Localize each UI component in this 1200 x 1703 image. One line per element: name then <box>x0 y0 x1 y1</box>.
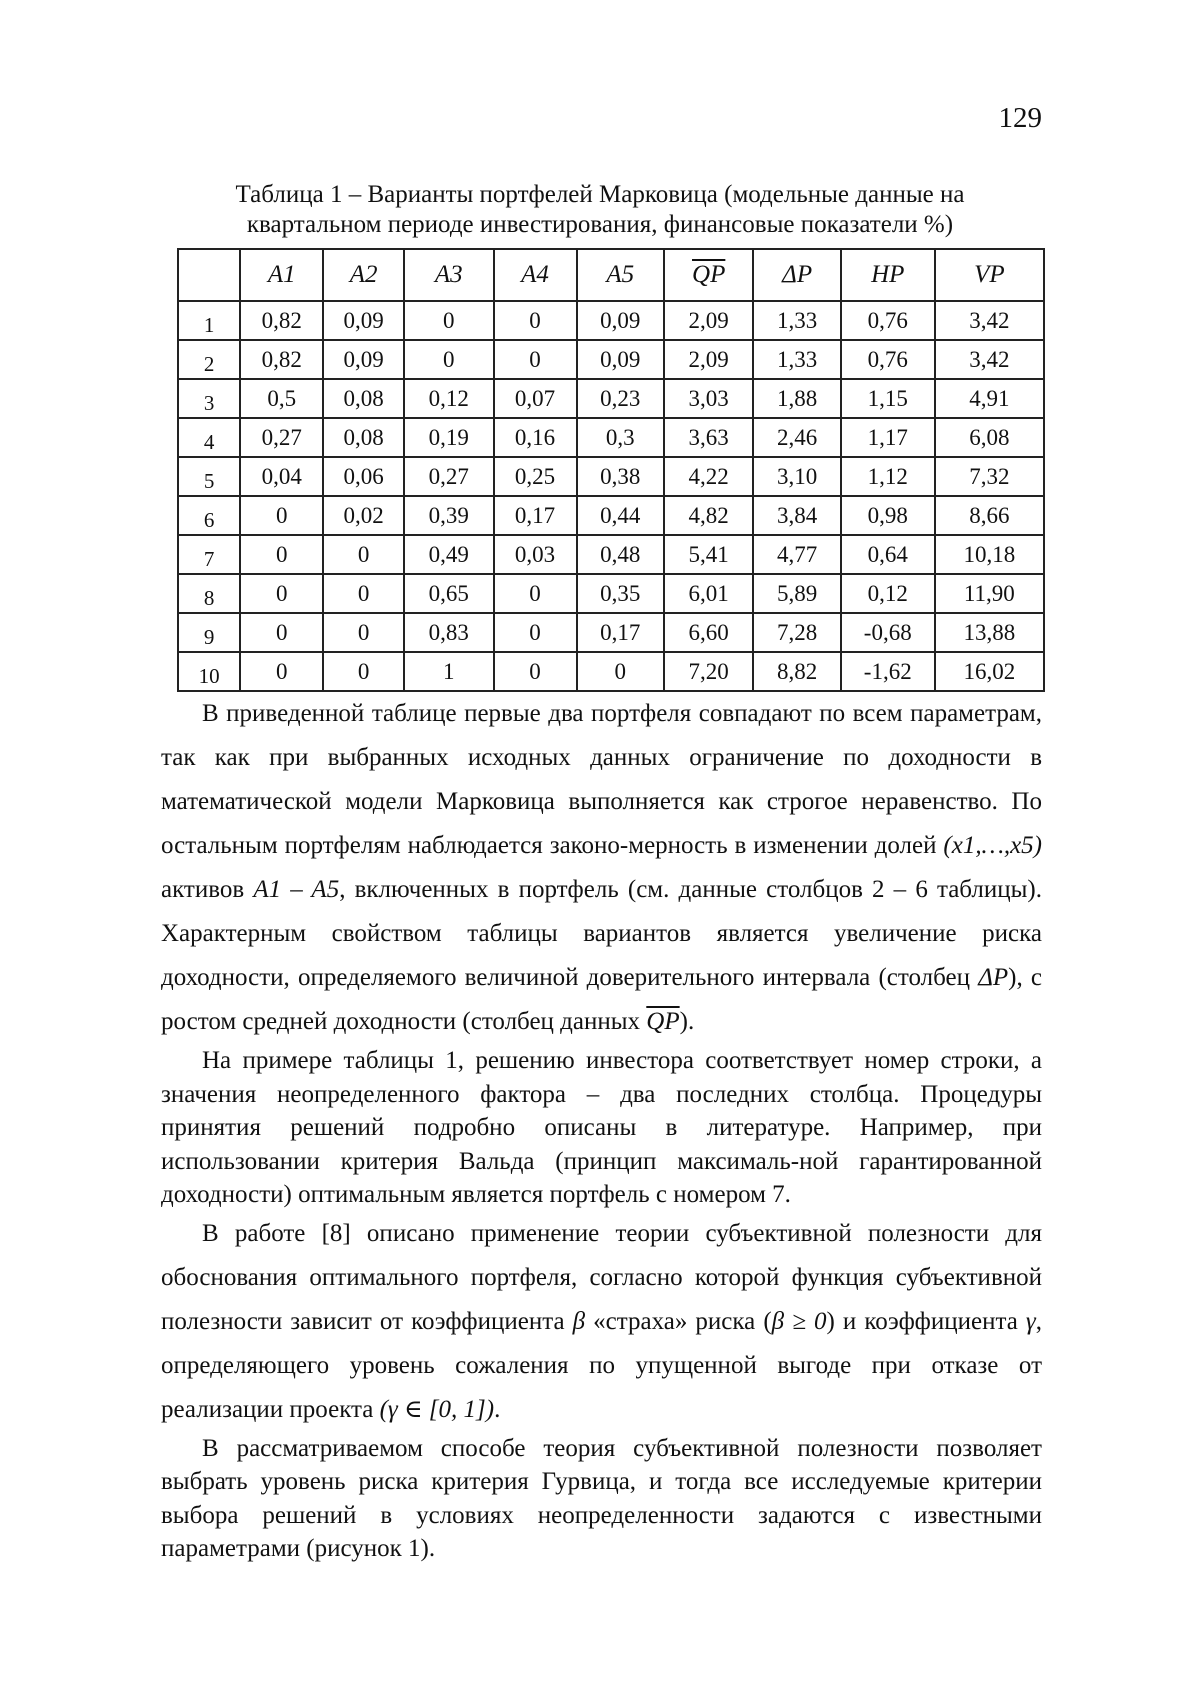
paragraph-1 <box>161 692 1042 1044</box>
table-cell: 0,82 <box>240 340 323 379</box>
gamma-symbol: γ <box>1026 1308 1036 1335</box>
q-p-formula: QP <box>646 1008 679 1035</box>
table-cell: 0 <box>494 613 577 652</box>
p1-text-2: активов <box>161 876 253 903</box>
shares-formula: (x1,…,x5) <box>943 832 1042 859</box>
table-cell: -0,68 <box>841 613 935 652</box>
table-cell: 4,82 <box>664 496 754 535</box>
table-cell: 0,27 <box>240 418 323 457</box>
table-row <box>178 457 1044 496</box>
table-cell: 3,84 <box>753 496 840 535</box>
gamma-condition: (γ ∈ [0, 1]) <box>380 1396 494 1423</box>
table-cell: 0 <box>577 652 664 691</box>
table-cell: 0,25 <box>494 457 577 496</box>
table-header-row <box>178 249 1044 301</box>
table-cell: 0 <box>494 301 577 340</box>
table-cell: 0,08 <box>323 418 404 457</box>
p1-text-3: , включенных в портфель (см. данные столбцов 2 – 6 таблицы). Характерным свойством таблицы вариантов является увеличение риска доходности, определяемого величиной доверительного интервала (столбец <box>161 876 1042 991</box>
table-cell: 3,42 <box>935 340 1044 379</box>
table-cell: 1,33 <box>753 301 840 340</box>
table-cell: 8,82 <box>753 652 840 691</box>
table-cell: 7,32 <box>935 457 1044 496</box>
page-number: 129 <box>999 102 1043 135</box>
table-cell: 0,44 <box>577 496 664 535</box>
table-cell: 1,17 <box>841 418 935 457</box>
beta-symbol: β <box>573 1308 585 1335</box>
row-number-cell: 2 <box>178 340 240 379</box>
row-number-cell: 7 <box>178 535 240 574</box>
table-cell: 0,82 <box>240 301 323 340</box>
table-cell: 5,89 <box>753 574 840 613</box>
table-cell: 1,12 <box>841 457 935 496</box>
table-cell: 0,17 <box>577 613 664 652</box>
row-number-cell: 10 <box>178 652 240 691</box>
table-row <box>178 418 1044 457</box>
table-body <box>178 301 1044 691</box>
header-cell: VP <box>935 249 1044 301</box>
p3-text-1: В работе [8] описано применение теории субъективной полезности для обоснования оптимального портфеля, согласно которой функция субъективной полезности зависит от коэффициента <box>161 1220 1042 1335</box>
table-cell: 1,33 <box>753 340 840 379</box>
table-cell: 0 <box>494 652 577 691</box>
p1-text-4: ), с ростом средней доходности (столбец данных <box>161 964 1042 1035</box>
table-cell: 2,09 <box>664 301 754 340</box>
table-cell: 6,60 <box>664 613 754 652</box>
table-cell: 10,18 <box>935 535 1044 574</box>
table-cell: 0 <box>323 574 404 613</box>
table-cell: 3,42 <box>935 301 1044 340</box>
table-cell: 3,63 <box>664 418 754 457</box>
table-cell: 0 <box>494 340 577 379</box>
header-cell: A4 <box>494 249 577 301</box>
table-cell: 0 <box>323 652 404 691</box>
p3-text-5: . <box>494 1396 500 1423</box>
table-cell: 0 <box>404 301 494 340</box>
p1-text-1: В приведенной таблице первые два портфеля совпадают по всем параметрам, так как при выбранных исходных данных ограничение по доходности в математической модели Марковица выполняется как строгое неравенство. По остальным портфелям наблюдается законо-мерность в изменении долей <box>161 700 1042 859</box>
table-cell: 1 <box>404 652 494 691</box>
header-cell: A5 <box>577 249 664 301</box>
table-cell: 0,09 <box>323 301 404 340</box>
table-cell: 3,03 <box>664 379 754 418</box>
table-row <box>178 301 1044 340</box>
table-cell: 6,01 <box>664 574 754 613</box>
table-cell: 0,3 <box>577 418 664 457</box>
table-row <box>178 535 1044 574</box>
table-cell: 0,07 <box>494 379 577 418</box>
table-cell: 0,09 <box>577 340 664 379</box>
assets-formula: A1 – A5 <box>253 876 339 903</box>
table-cell: 0,98 <box>841 496 935 535</box>
table-cell: 0,08 <box>323 379 404 418</box>
table-cell: 0,49 <box>404 535 494 574</box>
table-row <box>178 574 1044 613</box>
table-cell: 0 <box>494 574 577 613</box>
table-cell: 0,48 <box>577 535 664 574</box>
table-cell: 1,88 <box>753 379 840 418</box>
table-cell: 0,38 <box>577 457 664 496</box>
table-cell: 0 <box>240 652 323 691</box>
table-row <box>178 379 1044 418</box>
table-cell: 0 <box>240 613 323 652</box>
table-cell: 0,02 <box>323 496 404 535</box>
table-row <box>178 496 1044 535</box>
row-number-cell: 6 <box>178 496 240 535</box>
header-cell: A3 <box>404 249 494 301</box>
table-cell: 6,08 <box>935 418 1044 457</box>
row-number-cell: 4 <box>178 418 240 457</box>
table-cell: 0,06 <box>323 457 404 496</box>
table-cell: 0,65 <box>404 574 494 613</box>
table-row <box>178 652 1044 691</box>
table-cell: 8,66 <box>935 496 1044 535</box>
table-cell: 0,35 <box>577 574 664 613</box>
table-cell: 0,64 <box>841 535 935 574</box>
row-number-cell: 8 <box>178 574 240 613</box>
header-cell: A1 <box>240 249 323 301</box>
table-cell: 0,19 <box>404 418 494 457</box>
table-row <box>178 340 1044 379</box>
table-cell: 0,83 <box>404 613 494 652</box>
header-cell <box>178 249 240 301</box>
delta-p-formula: ΔP <box>978 964 1008 991</box>
table-cell: 0,17 <box>494 496 577 535</box>
table-cell: 0,23 <box>577 379 664 418</box>
paragraph-3 <box>161 1212 1042 1432</box>
p3-text-3: ) и коэффициента <box>827 1308 1026 1335</box>
table-cell: 0,12 <box>404 379 494 418</box>
header-cell: ΔP <box>753 249 840 301</box>
table-cell: 0 <box>240 535 323 574</box>
table-cell: 13,88 <box>935 613 1044 652</box>
header-cell: QP <box>664 249 754 301</box>
row-number-cell: 3 <box>178 379 240 418</box>
table-caption <box>160 180 1040 240</box>
table-cell: 5,41 <box>664 535 754 574</box>
table-cell: 7,28 <box>753 613 840 652</box>
table-cell: 4,91 <box>935 379 1044 418</box>
table-cell: 0,09 <box>323 340 404 379</box>
table-cell: 11,90 <box>935 574 1044 613</box>
table-cell: -1,62 <box>841 652 935 691</box>
table-cell: 0,16 <box>494 418 577 457</box>
table-cell: 0,03 <box>494 535 577 574</box>
table-cell: 0 <box>240 574 323 613</box>
table-cell: 0,09 <box>577 301 664 340</box>
table-cell: 2,46 <box>753 418 840 457</box>
table-row <box>178 613 1044 652</box>
table-cell: 4,77 <box>753 535 840 574</box>
table-cell: 0 <box>240 496 323 535</box>
row-number-cell: 5 <box>178 457 240 496</box>
table-cell: 0,27 <box>404 457 494 496</box>
table-cell: 0,76 <box>841 301 935 340</box>
table-cell: 4,22 <box>664 457 754 496</box>
caption-line-2: квартальном периоде инвестирования, финансовые показатели %) <box>160 210 1040 240</box>
table-cell: 0,39 <box>404 496 494 535</box>
table-cell: 1,15 <box>841 379 935 418</box>
row-number-cell: 1 <box>178 301 240 340</box>
p3-text-4: , определяющего уровень сожаления по упущенной выгоде при отказе от реализации проекта <box>161 1308 1042 1423</box>
header-cell: HP <box>841 249 935 301</box>
table-cell: 0 <box>404 340 494 379</box>
table-cell: 0 <box>323 535 404 574</box>
body-text <box>161 692 1042 1566</box>
paragraph-2: На примере таблицы 1, решению инвестора соответствует номер строки, а значения неопределенного фактора – два последних столбца. Процедуры принятия решений подробно описаны в литературе. Например, при использовании критерия Вальда (принцип максималь-ной гарантированной доходности) оптимальным является портфель с номером 7. <box>161 1044 1042 1212</box>
beta-condition: β ≥ 0 <box>772 1308 827 1335</box>
table-cell: 7,20 <box>664 652 754 691</box>
caption-line-1: Таблица 1 – Варианты портфелей Марковица (модельные данные на <box>160 180 1040 210</box>
table-cell: 0,5 <box>240 379 323 418</box>
portfolio-table <box>177 248 1045 692</box>
paragraph-4: В рассматриваемом способе теория субъективной полезности позволяет выбрать уровень риска критерия Гурвица, и тогда все исследуемые критерии выбора решений в условиях неопределенности задаются с известными параметрами (рисунок 1). <box>161 1432 1042 1566</box>
table-cell: 2,09 <box>664 340 754 379</box>
table-cell: 0,76 <box>841 340 935 379</box>
table-cell: 0,12 <box>841 574 935 613</box>
table-cell: 0,04 <box>240 457 323 496</box>
table-cell: 0 <box>323 613 404 652</box>
table-cell: 16,02 <box>935 652 1044 691</box>
header-cell: A2 <box>323 249 404 301</box>
p1-text-5: ). <box>680 1008 695 1035</box>
row-number-cell: 9 <box>178 613 240 652</box>
table-cell: 3,10 <box>753 457 840 496</box>
p3-text-2: «страха» риска ( <box>585 1308 772 1335</box>
